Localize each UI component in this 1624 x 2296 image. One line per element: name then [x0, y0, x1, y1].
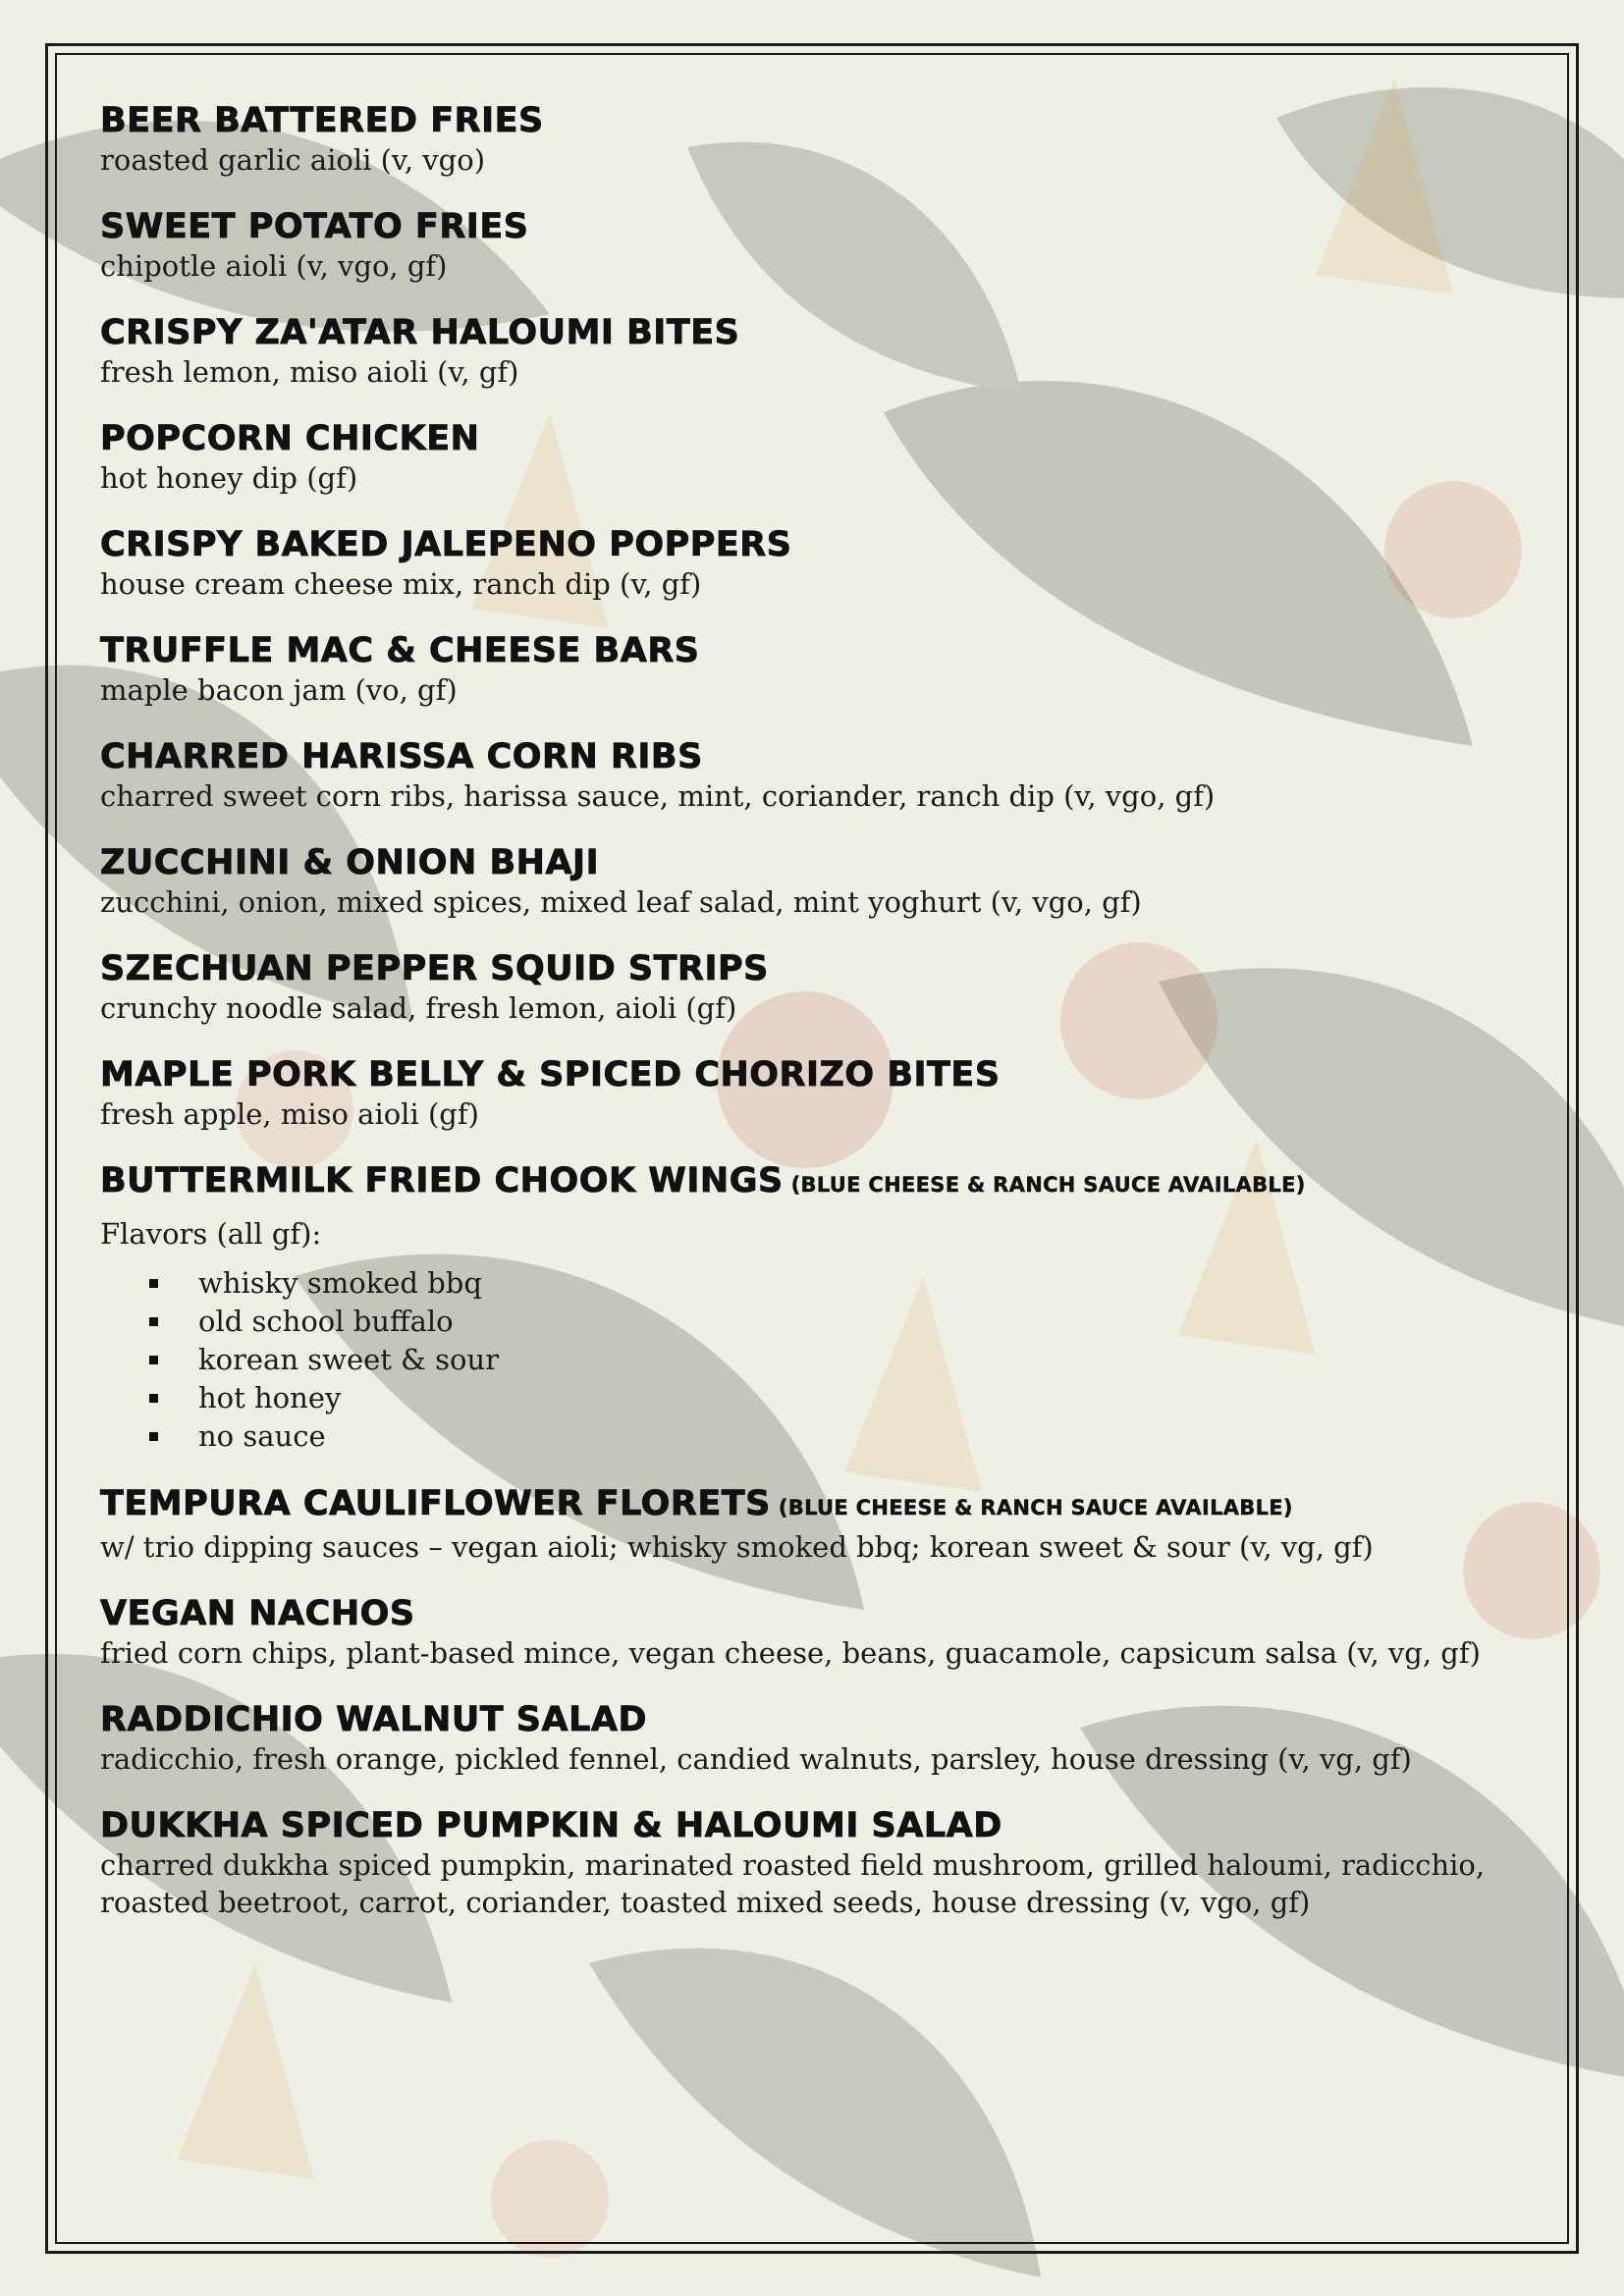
menu-item [100, 1805, 1524, 1921]
menu-item [100, 1593, 1524, 1672]
flavor-item: korean sweet & sour [149, 1341, 1524, 1379]
bullet-icon [149, 1394, 158, 1403]
menu-item-title: TRUFFLE MAC & CHEESE BARS [100, 631, 700, 670]
menu-item-title [100, 1483, 1524, 1528]
flavor-item: old school buffalo [149, 1303, 1524, 1341]
bullet-icon [149, 1279, 158, 1288]
menu-item-title: ZUCCHINI & ONION BHAJI [100, 843, 600, 882]
bullet-icon [149, 1432, 158, 1441]
menu-item [100, 842, 1524, 921]
menu-item [100, 1699, 1524, 1778]
sauce-note: (BLUE CHEESE & RANCH SAUCE AVAILABLE) [778, 1496, 1293, 1520]
flavor-list [100, 1264, 1524, 1456]
menu-item [100, 524, 1524, 603]
menu-item-title: SZECHUAN PEPPER SQUID STRIPS [100, 949, 769, 988]
flavor-item: no sauce [149, 1417, 1524, 1456]
menu-item [100, 100, 1524, 179]
flavor-item: hot honey [149, 1379, 1524, 1417]
menu-item-description: fresh lemon, miso aioli (v, gf) [100, 355, 519, 389]
menu-item [100, 630, 1524, 709]
menu-item-description: charred sweet corn ribs, harissa sauce, mint, coriander, ranch dip (v, vgo, gf) [100, 779, 1216, 813]
item-title-text: TEMPURA CAULIFLOWER FLORETS [100, 1484, 771, 1523]
menu-item-title: CHARRED HARISSA CORN RIBS [100, 737, 703, 776]
menu-item-title: BEER BATTERED FRIES [100, 101, 544, 140]
flavors-label: Flavors (all gf): [100, 1217, 322, 1251]
menu-item-description: hot honey dip (gf) [100, 461, 358, 495]
menu-item-description: fresh apple, miso aioli (gf) [100, 1097, 479, 1131]
menu-item [100, 206, 1524, 285]
menu-item-description: fried corn chips, plant-based mince, vegan cheese, beans, guacamole, capsicum salsa (v, vg, gf) [100, 1636, 1481, 1670]
bullet-icon [149, 1317, 158, 1326]
menu-item-title: DUKKHA SPICED PUMPKIN & HALOUMI SALAD [100, 1806, 1002, 1845]
menu-item-description: radicchio, fresh orange, pickled fennel, candied walnuts, parsley, house dressing (v, vg, gf) [100, 1742, 1412, 1776]
menu-item [100, 1483, 1524, 1566]
menu-item-title: MAPLE PORK BELLY & SPICED CHORIZO BITES [100, 1055, 1001, 1095]
sauce-note: (BLUE CHEESE & RANCH SAUCE AVAILABLE) [790, 1173, 1306, 1197]
menu-item-description: crunchy noodle salad, fresh lemon, aioli (gf) [100, 991, 737, 1025]
menu-item-description: house cream cheese mix, ranch dip (v, gf) [100, 567, 702, 601]
menu-item-title: VEGAN NACHOS [100, 1594, 415, 1633]
menu-item-title: CRISPY ZA'ATAR HALOUMI BITES [100, 313, 740, 352]
menu-list [100, 100, 1524, 1949]
menu-item [100, 736, 1524, 815]
menu-item-wings [100, 1160, 1524, 1456]
menu-item-title [100, 1160, 1524, 1205]
menu-item-description: charred dukkha spiced pumpkin, marinated roasted field mushroom, grilled haloumi, radicchio, roasted beetroot, carrot, coriander, toasted mixed seeds, house dressing (v, vgo, gf) [100, 1848, 1486, 1919]
menu-item-description: zucchini, onion, mixed spices, mixed leaf salad, mint yoghurt (v, vgo, gf) [100, 885, 1142, 919]
menu-item-description: chipotle aioli (v, vgo, gf) [100, 249, 448, 283]
menu-item-title: SWEET POTATO FRIES [100, 207, 529, 246]
menu-item-title: CRISPY BAKED JALEPENO POPPERS [100, 525, 792, 564]
menu-item-description: maple bacon jam (vo, gf) [100, 673, 458, 707]
menu-item-description: roasted garlic aioli (v, vgo) [100, 143, 486, 177]
menu-item [100, 418, 1524, 497]
menu-item-description: w/ trio dipping sauces – vegan aioli; whisky smoked bbq; korean sweet & sour (v, vg, gf) [100, 1530, 1374, 1564]
wings-title: BUTTERMILK FRIED CHOOK WINGS [100, 1161, 784, 1201]
menu-item-title: POPCORN CHICKEN [100, 419, 480, 458]
bullet-icon [149, 1356, 158, 1364]
menu-item [100, 312, 1524, 391]
menu-item [100, 948, 1524, 1027]
flavor-item: whisky smoked bbq [149, 1264, 1524, 1303]
menu-item [100, 1054, 1524, 1133]
menu-item-title: RADDICHIO WALNUT SALAD [100, 1700, 648, 1739]
